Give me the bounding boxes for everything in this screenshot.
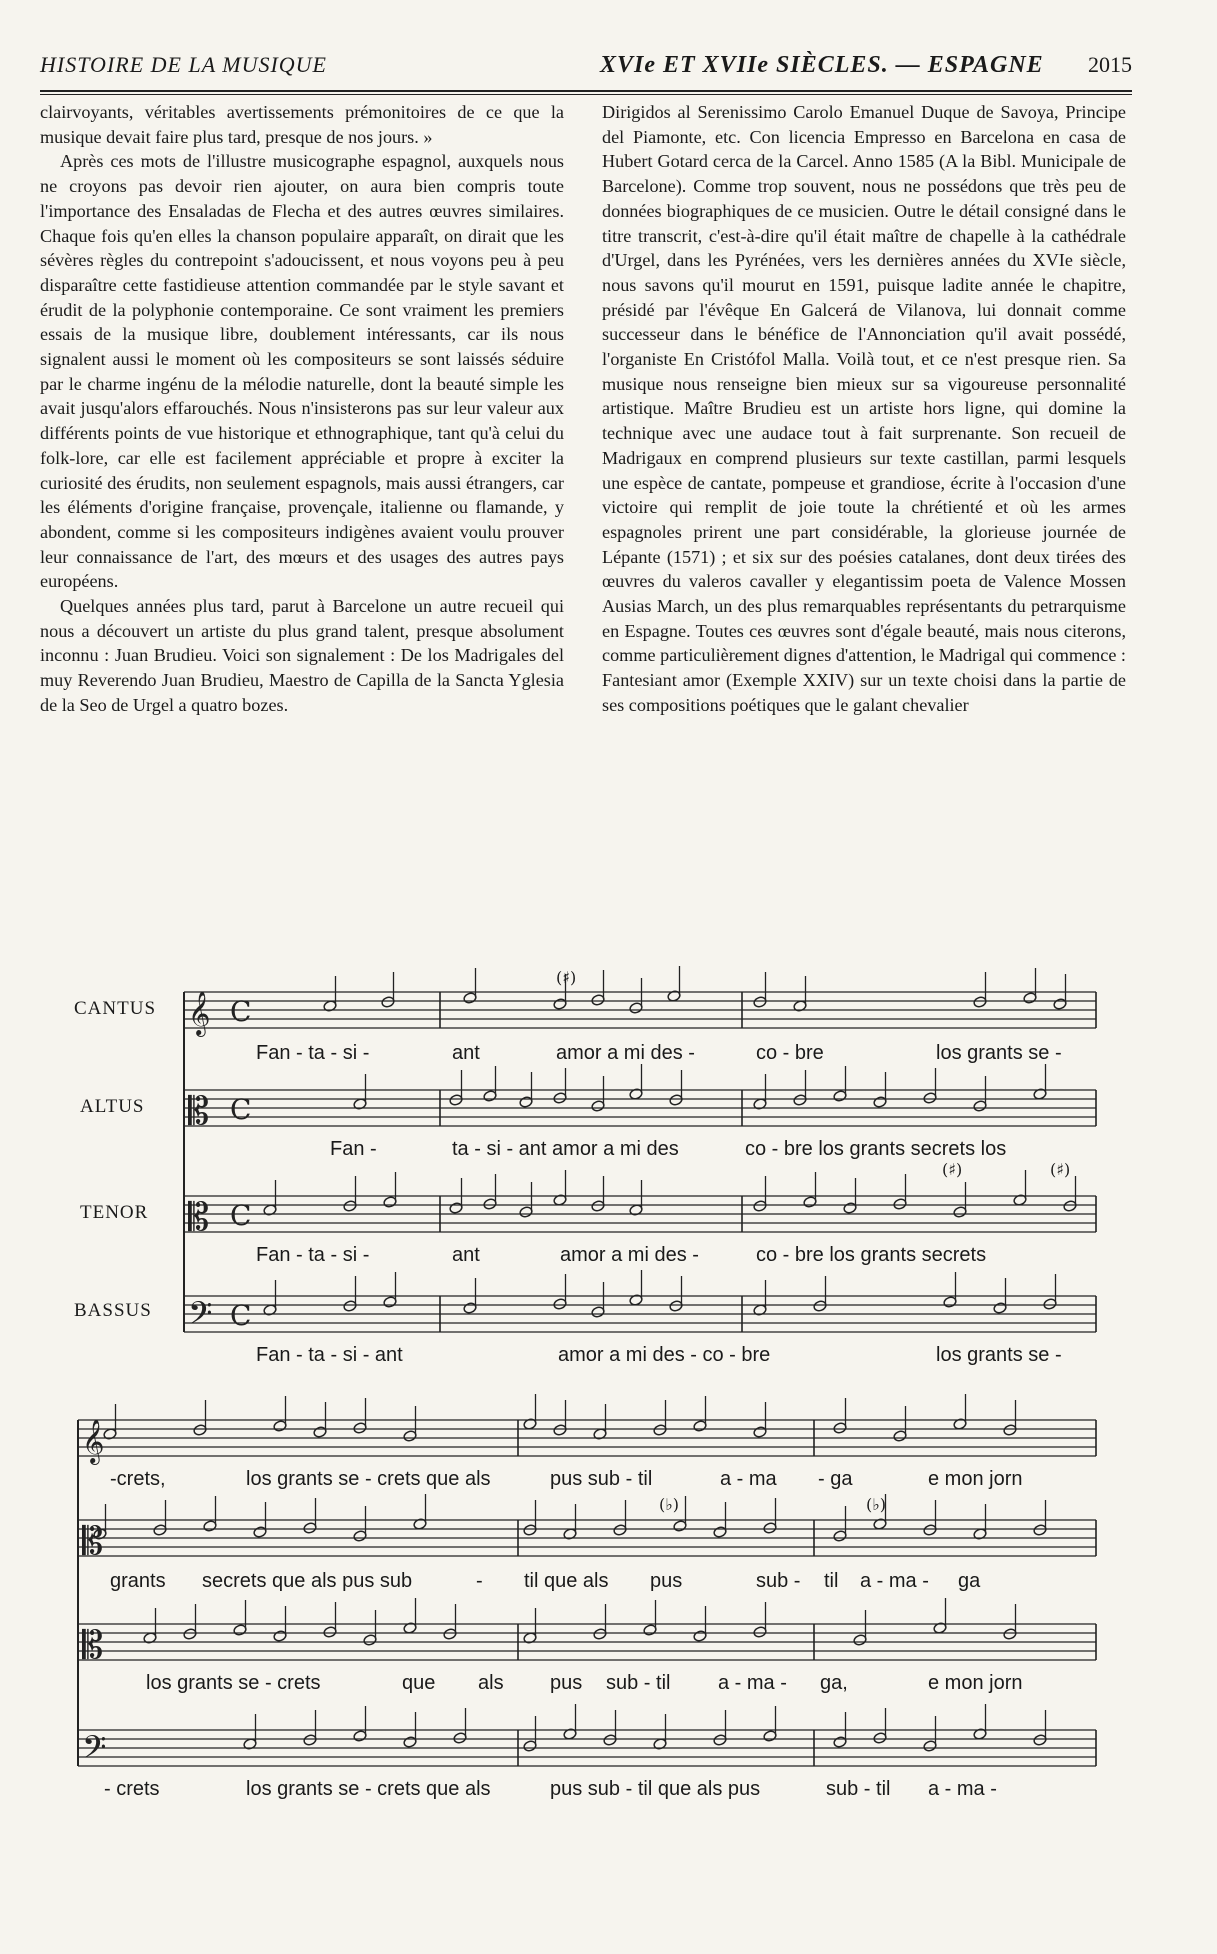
- lyric-altus: co - bre los grants secrets los: [745, 1138, 1007, 1160]
- lyric-tenor: als: [478, 1672, 504, 1694]
- lyric-altus: pus: [650, 1570, 683, 1592]
- time-signature: C: [230, 1299, 252, 1332]
- header-rule-thin: [40, 94, 1132, 95]
- part-label-tenor: TENOR: [80, 1202, 149, 1223]
- lyric-cantus: los grants se -: [936, 1042, 1062, 1064]
- part-label-cantus: CANTUS: [74, 998, 157, 1019]
- editorial-sharp: (♯): [1050, 1160, 1071, 1179]
- lyric-bassus: los grants se -: [936, 1344, 1062, 1366]
- lyric-altus: til que als: [524, 1570, 609, 1592]
- lyric-bassus: amor a mi des - co - bre: [558, 1344, 771, 1366]
- editorial-sharp: (♯): [556, 968, 577, 987]
- clef: 𝄞: [188, 991, 211, 1035]
- lyric-altus: ta - si - ant amor a mi des: [452, 1138, 679, 1160]
- lyric-altus: grants: [110, 1570, 166, 1592]
- editorial-flat: (♭): [866, 1495, 887, 1514]
- lyric-bassus: pus sub - til que als pus: [550, 1778, 761, 1800]
- lyric-cantus: amor a mi des -: [556, 1042, 695, 1064]
- lyric-cantus: pus sub - til: [550, 1468, 653, 1490]
- lyric-altus: ga: [958, 1570, 981, 1592]
- lyric-altus: sub -: [756, 1570, 801, 1592]
- clef: 𝄡: [82, 1623, 104, 1667]
- lyric-altus: til: [824, 1570, 839, 1592]
- header-rule: [40, 90, 1132, 92]
- lyric-tenor: que: [402, 1672, 436, 1694]
- paragraph: Dirigidos al Serenissimo Carolo Emanuel Duque de Savoya, Principe del Piamonte, etc. Con licencia Empresso en Barcelona en casa de Hubert Gotard cerca de la Carcel. Anno 1585 (A la Bibl. Municipale de Barcelone). Comme trop souvent, nous ne possédons que très peu de données biographiques de ce musicien. Outre le détail consigné dans le titre transcrit, c'est-à-dire qu'il était maître de chapelle à la cathédrale d'Urgel, dans les Pyrénées, vers les dernières années du XVIe siècle, nous savons qu'il mourut en 1591, puisque ladite année le chapitre, présidé par l'évêque En Galcerá de Vilanova, lui donnait comme successeur dans le bénéfice de l'Annonciation qu'il avait possédé, l'organiste En Cristófol Malla. Voilà tout, et ce n'est presque rien. Sa musique nous renseigne bien mieux sur sa vigoureuse personnalité artistique. Maître Brudieu est un artiste hors ligne, qui domine la technique avec une audace tout à fait surprenante. Son recueil de Madrigaux en comprend plusieurs sur texte castillan, parmi lesquels une espèce de cantate, pompeuse et grandiose, écrite à l'occasion d'une victoire qui remplit de joie toute la chrétienté et où les armes espagnoles prirent une part considérable, la glorieuse journée de Lépante (1571) ; et six sur des poésies catalanes, dont deux tirées des œuvres du valeros cavaller y elegantissim poeta de Valence Mossen Ausias March, un des plus remarquables représentants du petrarquisme en Espagne. Toutes ces œuvres sont d'égale beauté, mais nous citerons, comme particulièrement dignes d'attention, le Madrigal qui commence : Fantesiant amor (Exemple XXIV) sur un texte choisi dans la partie de ses compositions poétiques que le galant chevalier: [602, 102, 1126, 715]
- lyric-tenor: Fan - ta - si -: [256, 1244, 370, 1266]
- lyric-altus: a - ma -: [860, 1570, 929, 1592]
- running-header: [40, 52, 1132, 86]
- lyric-bassus: a - ma -: [928, 1778, 997, 1800]
- lyric-altus: -: [476, 1570, 483, 1592]
- lyric-cantus: los grants se - crets que als: [246, 1468, 491, 1490]
- paragraph: Quelques années plus tard, parut à Barcelone un autre recueil qui nous a découvert un artiste du plus grand talent, presque absolument inconnu : Juan Brudieu. Voici son signalement : De los Madrigales del muy Reverendo Juan Brudieu, Maestro de Capilla de la Sancta Yglesia de la Seo de Urgel a quatro bozes.: [40, 596, 564, 715]
- editorial-flat: (♭): [659, 1495, 680, 1514]
- clef: 𝄡: [82, 1519, 104, 1563]
- clef: 𝄡: [188, 1089, 210, 1133]
- lyric-altus: Fan -: [330, 1138, 377, 1160]
- time-signature: C: [230, 1199, 252, 1232]
- music-score: [0, 960, 1217, 1820]
- lyric-altus: secrets que als pus sub: [202, 1570, 413, 1592]
- lyric-cantus: -crets,: [110, 1468, 166, 1490]
- time-signature: C: [230, 995, 252, 1028]
- lyric-tenor: amor a mi des -: [560, 1244, 699, 1266]
- lyric-tenor: pus: [550, 1672, 583, 1694]
- lyric-bassus: los grants se - crets que als: [246, 1778, 491, 1800]
- header-title-left: HISTOIRE DE LA MUSIQUE: [40, 52, 327, 77]
- lyric-tenor: co - bre los grants secrets: [756, 1244, 987, 1266]
- lyric-cantus: a - ma: [720, 1468, 777, 1490]
- lyric-cantus: ant: [452, 1042, 480, 1064]
- part-label-altus: ALTUS: [80, 1096, 145, 1117]
- lyric-tenor: e mon jorn: [928, 1672, 1023, 1694]
- clef: 𝄢: [188, 1295, 213, 1339]
- header-title-center: XVIe ET XVIIe SIÈCLES. — ESPAGNE: [600, 52, 1044, 78]
- clef: 𝄡: [188, 1195, 210, 1239]
- lyric-tenor: ga,: [820, 1672, 848, 1694]
- lyric-cantus: co - bre: [756, 1042, 824, 1064]
- paragraph: Après ces mots de l'illustre musicographe espagnol, auxquels nous ne croyons pas devoir rien ajouter, on aura bien compris toute l'importance des Ensaladas de Flecha et des autres œuvres similaires. Chaque fois qu'en elles la chanson populaire apparaît, on dirait que les sévères règles du contrepoint s'adoucissent, et nous voyons peu à peu disparaître cette fastidieuse attention commandée par le style savant et érudit de la polyphonie contemporaine. Ce sont vraiment les premiers essais de la musique libre, doublement intéressants, car ils nous signalent aussi le moment où les compositeurs se sont laissés séduire par le charme ingénu de la mélodie naturelle, dont la beauté simple les avait jusqu'alors effarouchés. Nous n'insisterons pas sur leur valeur aux différents points de vue historique et ethnographique, tant qu'à celui du folk-lore, car elle est facilement appréciable et propre à exciter la curiosité des érudits, non seulement espagnols, mais aussi étrangers, car les éléments d'origine française, provençale, italienne ou flamande, y abondent, comme si les compositeurs indigènes avaient voulu prouver leur connaissance de l'art, des mœurs et des usages des autres pays européens.: [40, 151, 564, 592]
- lyric-bassus: Fan - ta - si - ant: [256, 1344, 403, 1366]
- part-label-bassus: BASSUS: [74, 1300, 152, 1321]
- time-signature: C: [230, 1093, 252, 1126]
- lyric-bassus: sub - til: [826, 1778, 891, 1800]
- lyric-cantus: Fan - ta - si -: [256, 1042, 370, 1064]
- page-number: 2015: [1088, 52, 1132, 77]
- clef: 𝄢: [82, 1729, 107, 1773]
- lyric-cantus: e mon jorn: [928, 1468, 1023, 1490]
- editorial-sharp: (♯): [942, 1160, 963, 1179]
- lyric-tenor: a - ma -: [718, 1672, 787, 1694]
- lyric-tenor: los grants se - crets: [146, 1672, 321, 1694]
- clef: 𝄞: [82, 1419, 105, 1463]
- text-column-right: [602, 100, 1126, 718]
- lyric-bassus: - crets: [104, 1778, 160, 1800]
- paragraph: clairvoyants, véritables avertissements prémonitoires de ce que la musique devait faire plus tard, presque de nos jours. »: [40, 102, 564, 147]
- lyric-cantus: - ga: [818, 1468, 853, 1490]
- lyric-tenor: sub - til: [606, 1672, 671, 1694]
- lyric-tenor: ant: [452, 1244, 480, 1266]
- text-column-left: [40, 100, 564, 718]
